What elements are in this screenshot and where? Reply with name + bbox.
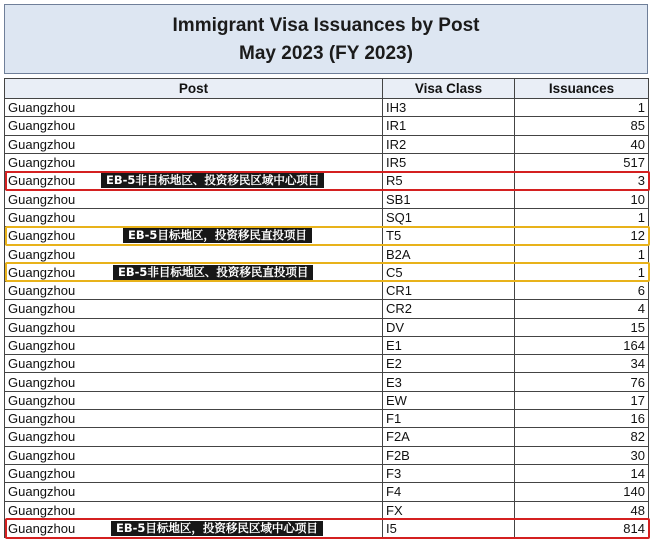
cell-visa-class: F3: [383, 464, 515, 482]
table-row: [5, 483, 649, 501]
issuance-table: [4, 78, 649, 538]
table-row: [5, 172, 649, 190]
table-row: [5, 281, 649, 299]
post-name: Guangzhou: [8, 520, 76, 536]
cell-visa-class: IR2: [383, 135, 515, 153]
table-row: [5, 208, 649, 226]
table-row: [5, 355, 649, 373]
table-row: [5, 318, 649, 336]
cell-visa-class: IR1: [383, 117, 515, 135]
cell-issuances: 1: [515, 99, 649, 117]
column-header-post: Post: [5, 79, 383, 99]
cell-issuances: 15: [515, 318, 649, 336]
cell-visa-class: R5: [383, 172, 515, 190]
table-row: [5, 117, 649, 135]
cell-visa-class: CR2: [383, 300, 515, 318]
cell-issuances: 140: [515, 483, 649, 501]
cell-visa-class: E3: [383, 373, 515, 391]
page-subtitle: May 2023 (FY 2023): [239, 43, 413, 64]
cell-visa-class: F2B: [383, 446, 515, 464]
table-row: [5, 336, 649, 354]
eb5-annotation-tag: EB-5非目标地区、投资移民区域中心项目: [101, 173, 324, 188]
table-row: [5, 464, 649, 482]
post-name: Guangzhou: [8, 502, 76, 518]
eb5-annotation-tag: EB-5目标地区，投资移民直投项目: [123, 228, 312, 243]
cell-post: [5, 428, 383, 446]
table-row: [5, 373, 649, 391]
cell-post: [5, 355, 383, 373]
post-name: Guangzhou: [8, 136, 76, 152]
post-name: Guangzhou: [8, 447, 76, 463]
post-name: Guangzhou: [8, 155, 76, 171]
cell-issuances: 1: [515, 263, 649, 281]
cell-issuances: 10: [515, 190, 649, 208]
post-name: Guangzhou: [8, 209, 76, 225]
cell-issuances: 517: [515, 153, 649, 171]
post-name: Guangzhou: [8, 228, 76, 244]
column-header-issuances: Issuances: [515, 79, 649, 99]
table-header-row: [5, 79, 649, 99]
table-row: [5, 446, 649, 464]
cell-post: [5, 153, 383, 171]
post-name: Guangzhou: [8, 283, 76, 299]
table-row: [5, 410, 649, 428]
cell-issuances: 30: [515, 446, 649, 464]
post-name: Guangzhou: [8, 429, 76, 445]
cell-post: [5, 135, 383, 153]
cell-post: [5, 519, 383, 537]
cell-issuances: 40: [515, 135, 649, 153]
cell-post: [5, 281, 383, 299]
post-name: Guangzhou: [8, 392, 76, 408]
eb5-annotation-tag: EB-5非目标地区、投资移民直投项目: [113, 265, 313, 280]
cell-visa-class: F1: [383, 410, 515, 428]
cell-post: [5, 446, 383, 464]
cell-issuances: 76: [515, 373, 649, 391]
table-row: [5, 190, 649, 208]
cell-issuances: 82: [515, 428, 649, 446]
cell-post: [5, 318, 383, 336]
visa-issuance-sheet: [4, 4, 650, 557]
cell-visa-class: E2: [383, 355, 515, 373]
table-row: [5, 263, 649, 281]
cell-visa-class: T5: [383, 227, 515, 245]
cell-visa-class: B2A: [383, 245, 515, 263]
cell-visa-class: E1: [383, 336, 515, 354]
cell-visa-class: IH3: [383, 99, 515, 117]
cell-post: [5, 208, 383, 226]
cell-post: [5, 373, 383, 391]
table-row: [5, 519, 649, 537]
cell-visa-class: FX: [383, 501, 515, 519]
cell-post: [5, 227, 383, 245]
post-name: Guangzhou: [8, 191, 76, 207]
cell-visa-class: EW: [383, 391, 515, 409]
post-name: Guangzhou: [8, 118, 76, 134]
column-header-visa-class: Visa Class: [383, 79, 515, 99]
table-body: [5, 99, 649, 538]
cell-visa-class: F4: [383, 483, 515, 501]
cell-post: [5, 263, 383, 281]
cell-issuances: 3: [515, 172, 649, 190]
cell-issuances: 17: [515, 391, 649, 409]
cell-post: [5, 190, 383, 208]
post-name: Guangzhou: [8, 301, 76, 317]
cell-issuances: 4: [515, 300, 649, 318]
cell-post: [5, 245, 383, 263]
table-row: [5, 99, 649, 117]
cell-visa-class: DV: [383, 318, 515, 336]
cell-visa-class: C5: [383, 263, 515, 281]
cell-issuances: 14: [515, 464, 649, 482]
table-row: [5, 501, 649, 519]
cell-post: [5, 410, 383, 428]
cell-issuances: 16: [515, 410, 649, 428]
post-name: Guangzhou: [8, 319, 76, 335]
cell-post: [5, 391, 383, 409]
cell-issuances: 1: [515, 245, 649, 263]
post-name: Guangzhou: [8, 374, 76, 390]
cell-post: [5, 501, 383, 519]
post-name: Guangzhou: [8, 173, 76, 189]
cell-visa-class: I5: [383, 519, 515, 537]
table-row: [5, 135, 649, 153]
post-name: Guangzhou: [8, 338, 76, 353]
table-row: [5, 300, 649, 318]
cell-issuances: 164: [515, 336, 649, 354]
cell-post: [5, 172, 383, 190]
post-name: Guangzhou: [8, 246, 76, 262]
post-name: Guangzhou: [8, 411, 76, 427]
title-box: [4, 4, 648, 74]
eb5-annotation-tag: EB-5目标地区，投资移民区域中心项目: [111, 521, 323, 536]
cell-visa-class: IR5: [383, 153, 515, 171]
post-name: Guangzhou: [8, 466, 76, 482]
cell-post: [5, 117, 383, 135]
table-row: [5, 153, 649, 171]
cell-visa-class: SB1: [383, 190, 515, 208]
cell-post: [5, 464, 383, 482]
table-row: [5, 227, 649, 245]
cell-visa-class: F2A: [383, 428, 515, 446]
post-name: Guangzhou: [8, 356, 76, 372]
post-name: Guangzhou: [8, 100, 76, 116]
page-title: Immigrant Visa Issuances by Post: [172, 15, 480, 36]
cell-post: [5, 483, 383, 501]
post-name: Guangzhou: [8, 264, 76, 280]
cell-visa-class: CR1: [383, 281, 515, 299]
cell-issuances: 814: [515, 519, 649, 537]
cell-issuances: 1: [515, 208, 649, 226]
cell-post: [5, 99, 383, 117]
cell-issuances: 48: [515, 501, 649, 519]
table-row: [5, 245, 649, 263]
table-row: [5, 391, 649, 409]
cell-post: [5, 300, 383, 318]
table-row: [5, 428, 649, 446]
cell-issuances: 34: [515, 355, 649, 373]
cell-visa-class: SQ1: [383, 208, 515, 226]
cell-issuances: 6: [515, 281, 649, 299]
post-name: Guangzhou: [8, 484, 76, 500]
cell-post: [5, 336, 383, 354]
cell-issuances: 85: [515, 117, 649, 135]
cell-issuances: 12: [515, 227, 649, 245]
